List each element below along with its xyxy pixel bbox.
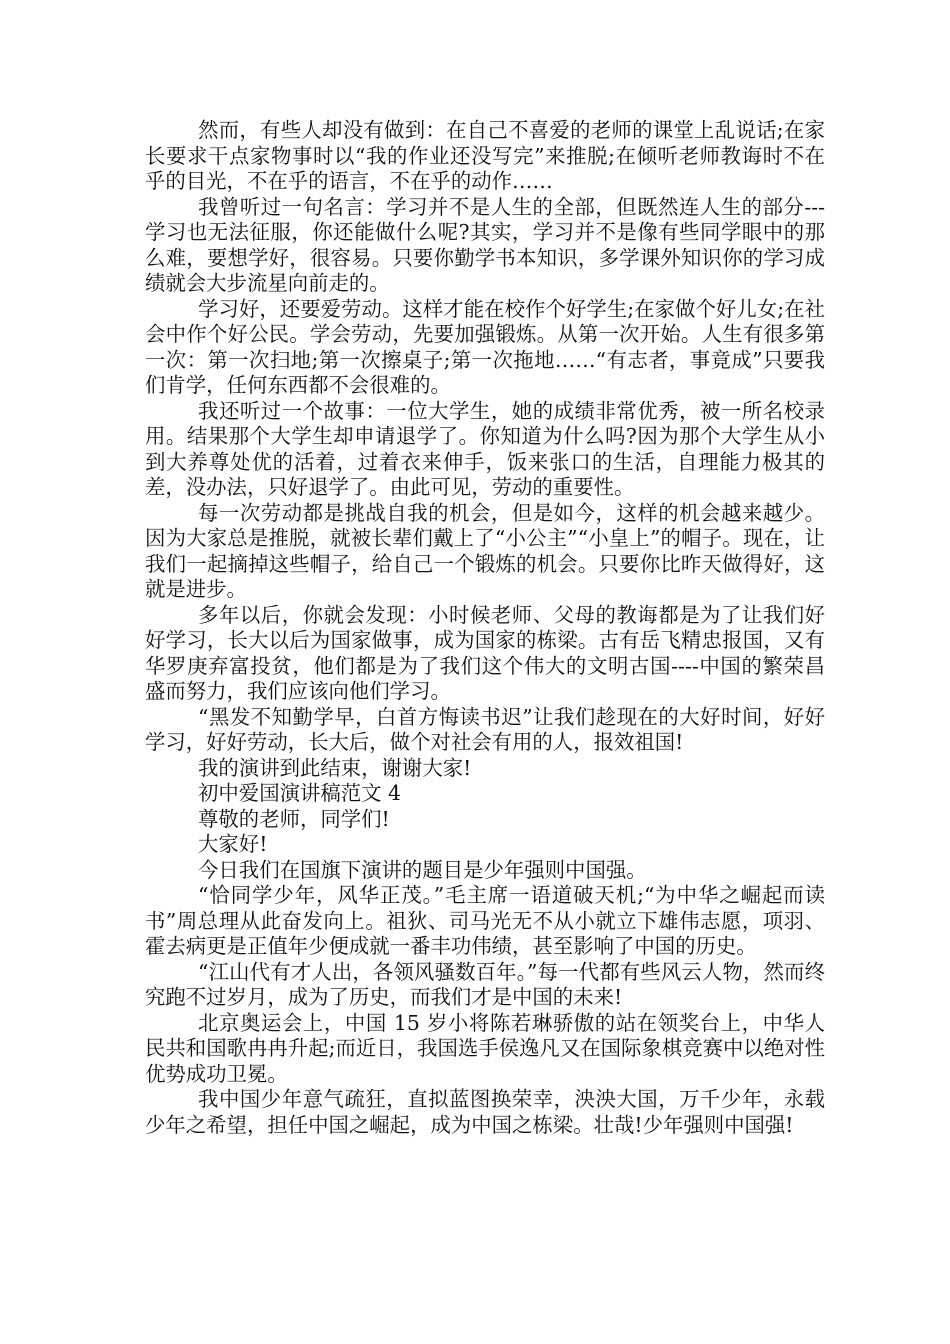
paragraph: 每一次劳动都是挑战自我的机会，但是如今，这样的机会越来越少。因为大家总是推脱，就被长辈们戴上了“小公主”“小皇上”的帽子。现在，让我们一起摘掉这些帽子，给自己一个锻炼的机会。只要你比昨天做得好，这就是进步。 (145, 500, 825, 601)
paragraph: 北京奥运会上，中国 15 岁小将陈若琳骄傲的站在领奖台上，中华人民共和国歌冉冉升起;而近日，我国选手侯逸凡又在国际象棋竞赛中以绝对性优势成功卫冕。 (145, 1010, 825, 1086)
closing-line: 我的演讲到此结束，谢谢大家! (198, 755, 472, 780)
salutation: 尊敬的老师，同学们! (198, 806, 390, 831)
paragraph: “江山代有才人出，各领风骚数百年。”每一代都有些风云人物，然而终究跑不过岁月，成为了历史，而我们才是中国的未来! (145, 959, 825, 1009)
paragraph: 今日我们在国旗下演讲的题目是少年强则中国强。 (198, 857, 647, 882)
paragraph: 学习好，还要爱劳动。这样才能在校作个好学生;在家做个好儿女;在社会中作个好公民。学会劳动，先要加强锻炼。从第一次开始。人生有很多第一次：第一次扫地;第一次擦桌子;第一次拖地……“有志者，事竟成”只要我们肯学，任何东西都不会很难的。 (145, 296, 825, 397)
document-page (145, 118, 825, 1138)
paragraph: 我曾听过一句名言：学习并不是人生的全部，但既然连人生的部分---学习也无法征服，你还能做什么呢?其实，学习并不是像有些同学眼中的那么难，要想学好，很容易。只要你勤学书本知识，多学课外知识你的学习成绩就会大步流星向前走的。 (145, 194, 825, 295)
paragraph: “恰同学少年，风华正茂。”毛主席一语道破天机;“为中华之崛起而读书”周总理从此奋发向上。祖狄、司马光无不从小就立下雄伟志愿，项羽、霍去病更是正值年少便成就一番丰功伟绩，甚至影响了中国的历史。 (145, 883, 825, 958)
paragraph: “黑发不知勤学早，白首方悔读书迟”让我们趁现在的大好时间，好好学习，好好劳动，长大后，做个对社会有用的人，报效祖国! (145, 704, 825, 754)
paragraph: 我中国少年意气疏狂，直拟蓝图换荣幸，泱泱大国，万千少年，永载少年之希望，担任中国之崛起，成为中国之栋梁。壮哉!少年强则中国强! (145, 1087, 825, 1137)
paragraph: 然而，有些人却没有做到：在自己不喜爱的老师的课堂上乱说话;在家长要求干点家物事时以“我的作业还没写完”来推脱;在倾听老师教诲时不在乎的目光，不在乎的语言，不在乎的动作…… (145, 118, 825, 193)
section-title: 初中爱国演讲稿范文 4 (198, 781, 402, 805)
paragraph: 我还听过一个故事：一位大学生，她的成绩非常优秀，被一所名校录用。结果那个大学生却申请退学了。你知道为什么吗?因为那个大学生从小到大养尊处优的活着，过着衣来伸手，饭来张口的生活，自理能力极其的差，没办法，只好退学了。由此可见，劳动的重要性。 (145, 398, 825, 499)
greeting: 大家好! (198, 832, 268, 856)
paragraph: 多年以后，你就会发现：小时候老师、父母的教诲都是为了让我们好好学习，长大以后为国家做事，成为国家的栋梁。古有岳飞精忠报国，又有华罗庚弃富投贫，他们都是为了我们这个伟大的文明古国----中国的繁荣昌盛而努力，我们应该向他们学习。 (145, 602, 825, 703)
